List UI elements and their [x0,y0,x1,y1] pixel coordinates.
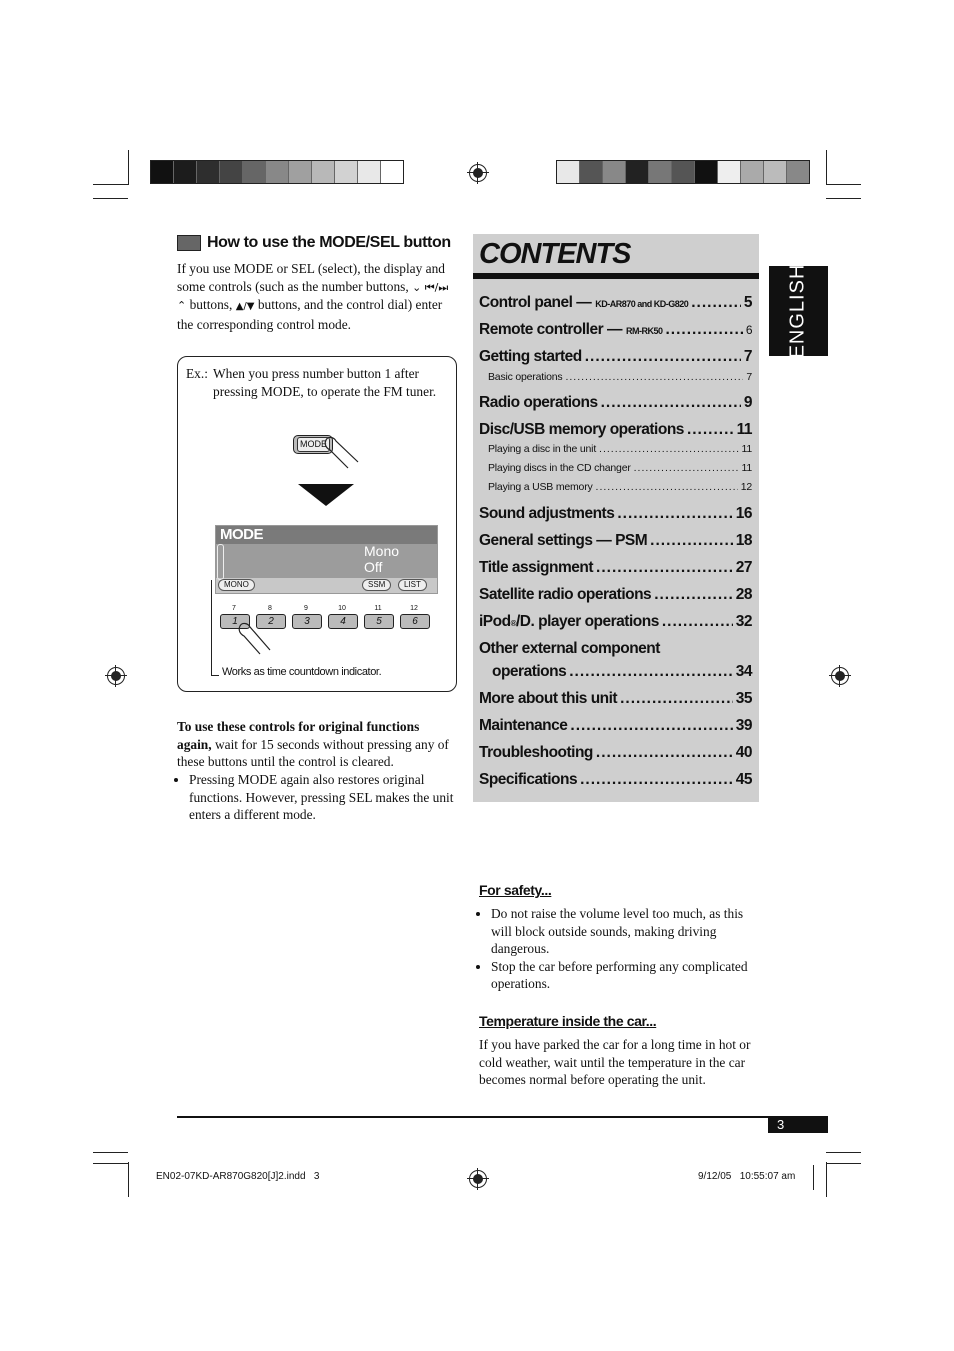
toc-usb-memory[interactable]: Playing a USB memory ..... 12 [488,481,752,493]
toc-disc-usb[interactable]: Disc/USB memory operations ..... 11 [479,421,752,439]
temperature-text: If you have parked the car for a long time in hot or cold weather, wait until the temperature in the car becomes normal before operating the unit. [479,1037,751,1088]
mode-intro: If you use MODE or SEL (select), the display and some controls (such as the number buttons, ⌄ ⏮/⏭ ⌃ buttons, ▲/▼ buttons, and the control dial) enter the corresponding control mode. [177,261,449,332]
contents-title: CONTENTS [479,238,631,270]
section-square-icon [177,235,201,251]
color-bar-left [150,160,404,184]
toc-specifications[interactable]: Specifications ..... 45 [479,771,752,789]
number-button-4: 4 [328,614,358,629]
toc-maintenance[interactable]: Maintenance ..... 39 [479,717,752,735]
list-item: • Do not raise the volume level too much, as this will block outside sounds, making driving dangerous. [491,905,767,958]
registration-mark-icon [107,667,125,685]
registration-mark-icon [469,164,487,182]
toc-control-panel[interactable]: Control panel — KD-AR870 and KD-G820 ..... 5 [479,294,752,312]
toc-troubleshooting[interactable]: Troubleshooting ..... 40 [479,744,752,762]
indicator-list: LIST [398,579,427,591]
safety-bullets [479,905,767,993]
toc-playing-disc[interactable]: Playing a disc in the unit ..... 11 [488,443,752,455]
indicator-ssm: SSM [362,579,391,591]
page-number-tab [768,1118,828,1133]
toc-more-about[interactable]: More about this unit ..... 35 [479,690,752,708]
down-arrow-icon [298,484,354,508]
number-button-6: 6 [400,614,430,629]
color-bar-right [556,160,810,184]
example-text: When you press number button 1 after pressing MODE, to operate the FM tuner. [213,366,437,399]
registration-mark-icon [831,667,849,685]
safety-title: For safety... [479,882,552,898]
mode-button: MODE [293,435,333,454]
toc-title-assignment[interactable]: Title assignment ..... 27 [479,559,752,577]
example-caption: Works as time countdown indicator. [222,666,382,678]
footer-rule [177,1116,828,1118]
up-down-arrows-icon: ▲/▼ [235,301,255,313]
original-functions: To use these controls for original functions again, wait for 15 seconds without pressing any of these buttons until the control is cleared. [177,719,449,770]
list-item: • Pressing MODE again also restores original functions. However, pressing SEL makes the unit enters a different mode. [189,771,457,824]
mode-section-title: How to use the MODE/SEL button [177,234,451,252]
toc-ipod[interactable]: iPod ® /D. player operations ..... 32 [479,613,752,631]
temperature-title: Temperature inside the car... [479,1013,657,1029]
pressing-finger-icon [322,434,364,470]
toc-satellite[interactable]: Satellite radio operations ..... 28 [479,586,752,604]
toc-radio-operations[interactable]: Radio operations ..... 9 [479,394,752,412]
toc-other-external[interactable]: Other external component [479,640,660,657]
toc-getting-started[interactable]: Getting started ..... 7 [479,348,752,366]
toc-general-settings[interactable]: General settings — PSM ..... 18 [479,532,752,550]
footer-date: 9/12/05 10:55:07 am [698,1171,796,1182]
control-buttons-icon: ⌄ ⏮/⏭ ⌃ [177,280,449,313]
example-box [177,356,457,692]
mode-bullets [177,771,457,824]
countdown-bar [217,544,224,580]
registration-mark-icon [469,1170,487,1188]
toc-remote-controller[interactable]: Remote controller — RM-RK50 ..... 6 [479,321,752,339]
contents-panel [473,234,759,802]
number-button-1: 1 [220,614,250,629]
page-number: 3 [777,1117,785,1132]
footer-file: EN02-07KD-AR870G820[J]2.indd 3 [156,1171,320,1182]
number-button-3: 3 [292,614,322,629]
number-button-5: 5 [364,614,394,629]
lcd-display: MODE Mono Off MONO SSM LIST [215,525,438,594]
language-tab: ENGLISH [769,266,828,356]
list-item: • Stop the car before performing any complicated operations. [491,958,767,993]
pressing-finger-icon [236,620,276,656]
toc-basic-operations[interactable]: Basic operations ..... 7 [488,371,752,383]
indicator-mono: MONO [218,579,255,591]
number-button-2: 2 [256,614,286,629]
toc-sound[interactable]: Sound adjustments ..... 16 [479,505,752,523]
toc-cd-changer[interactable]: Playing discs in the CD changer ..... 11 [488,462,752,474]
example-label: Ex.: [186,366,208,381]
toc-other-external-operations[interactable]: operations ..... 34 [479,663,752,681]
caption-leader-line [211,580,219,676]
